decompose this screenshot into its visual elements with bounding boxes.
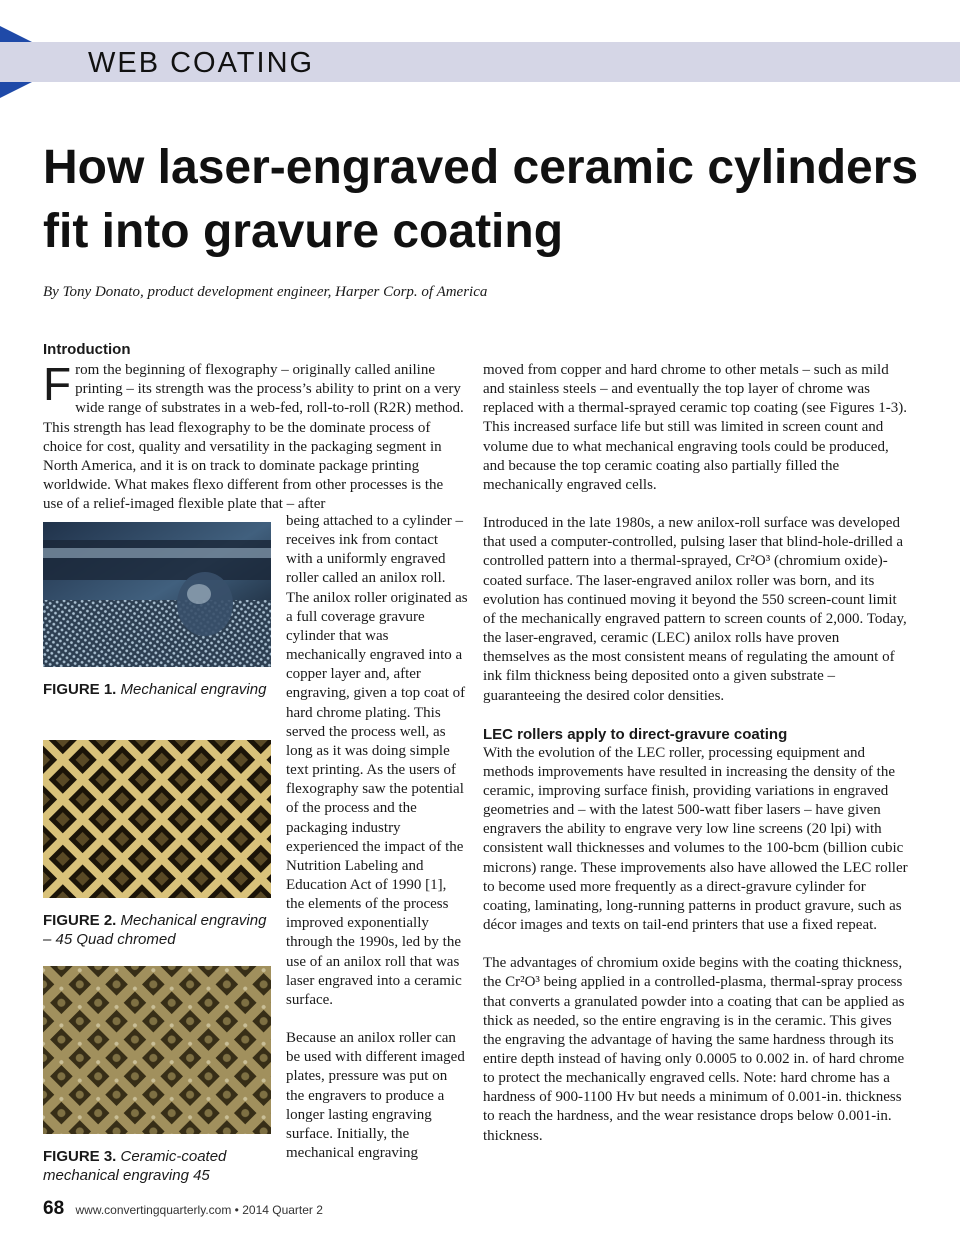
page-footer: [43, 1198, 323, 1220]
footer-separator: •: [234, 1203, 239, 1217]
left-column: [43, 340, 465, 515]
figure-2-label: FIGURE 2.: [43, 912, 117, 929]
figure-2: [43, 740, 273, 949]
figure-1-label: FIGURE 1.: [43, 681, 117, 698]
figure-1: [43, 522, 273, 699]
narrow-column: [286, 512, 468, 1182]
section-label: WEB COATING: [88, 47, 315, 79]
byline: By Tony Donato, product development engineer, Harper Corp. of America: [43, 284, 488, 300]
intro-text: rom the beginning of flexography – originally called aniline printing – its strength was the process’s ability to print on a very wide range of substrates in a web-fed, roll-to-roll (R2R) method. This strength has lead flexography to be the dominate process of choice for cost, quality and versatility in the packaging segment in North America, and it is on track to dominate package printing worldwide. What makes flexo different from other processes is the use of a relief-imaged flexible plate that – after: [43, 362, 464, 513]
figure-3-label: FIGURE 3.: [43, 1148, 117, 1165]
drop-cap: F: [43, 358, 72, 410]
right-paragraph-1: moved from copper and hard chrome to other metals – such as mild and stainless steels – and eventually the top layer of chrome was replaced with a thermal-sprayed ceramic top coating (see Figures 1-3). This increased surface life but still was limited in screen count and volume due to what mechanical engraving tools could be produced, and because the top ceramic coating also partially filled the mechanically engraved cells.: [483, 362, 907, 493]
figure-3: [43, 966, 273, 1185]
intro-heading: Introduction: [43, 341, 131, 358]
figure-3-text: Ceramic-coated mechanical engraving 45: [43, 1148, 227, 1184]
page-number: 68: [43, 1198, 65, 1219]
intro-paragraph: [43, 358, 465, 515]
figure-1-caption: [43, 680, 273, 699]
right-paragraph-3: With the evolution of the LEC roller, processing equipment and methods improvements have resulted in increasing the density of the ceramic, improving surface finish, providing variations in engraved geometries and – with the latest 500-watt fiber lasers – have given engravers the ability to engrave very low line screens (20 lpi) with consistent wall thicknesses and volumes to the 100-bcm (billion cubic microns) range. These improvements also have allowed the LEC roller to become used more frequently as a direct-gravure cylinder for coating, laminating, long-running patterns in product gravure, such as décor images and texts on tail-end printers that use a fixed repeat.: [483, 744, 908, 934]
article-title: How laser-engraved ceramic cylinders fit into gravure coating: [43, 141, 919, 258]
narrow-paragraph-1: being attached to a cylinder – receives ink from contact with a uniformly engraved roller called an anilox roll. The anilox roller originated as a full coverage gravure cylinder that was mechanically engraved into a copper layer and, after engraving, given a top coat of hard chrome plating. This served the process well, as long as it was doing simple text printing. As the users of flexography saw the potential of the process and the packaging industry experienced the impact of the Nutrition Labeling and Education Act of 1990 [1], the elements of the process improved exponentially through the 1990s, led by the use of an anilox roll that was laser engraved into a ceramic surface.: [286, 513, 468, 1008]
footer-issue: 2014 Quarter 2: [242, 1203, 323, 1217]
footer-website: www.convertingquarterly.com: [75, 1203, 232, 1217]
figure-3-caption: [43, 1147, 273, 1185]
figure-3-image: [43, 966, 271, 1134]
figure-1-image: [43, 522, 271, 667]
right-paragraph-4: The advantages of chromium oxide begins with the coating thickness, the Cr²O³ being applied in a controlled-plasma, thermal-spray process that converts a granulated powder into a coating that can be applied as thick as needed, so the entire engraving is in the ceramic. This gives the engraving the advantage of having the same hardness through its entire depth instead of having only 0.0005 to 0.002 in. of hard chrome to protect the mechanically engraved cells. Note: hard chrome has a hardness of 900-1100 Hv but needs a minimum of 0.001-in. thickness to reach the hardness, and the wear resistance drops below 0.001-in. thickness.: [483, 955, 905, 1144]
lec-heading: LEC rollers apply to direct-gravure coating: [483, 725, 788, 743]
right-column: [483, 361, 908, 1165]
figure-2-text: Mechanical engraving – 45 Quad chromed: [43, 912, 267, 948]
figure-2-image: [43, 740, 271, 898]
narrow-paragraph-2: Because an anilox roller can be used with different imaged plates, pressure was put on the engravers to produce a longer lasting engraving surface. Initially, the mechanical engraving: [286, 1030, 465, 1161]
figure-1-text: Mechanical engraving: [120, 681, 267, 698]
right-paragraph-2: Introduced in the late 1980s, a new anilox-roll surface was developed that used a computer-controlled, pulsing laser that blind-hole-drilled a controlled pattern into a thermal-sprayed, Cr²O³ (chromium oxide)-coated surface. The laser-engraved anilox roller was born, and its evolution has continued moving it beyond the 550 screen-count limit of the mechanically engraved pattern to screen counts of 2,000. Today, the laser-engraved, ceramic (LEC) anilox rolls have proven themselves as the most consistent means of regulating the amount of ink film thickness being deposited onto a given substrate – guaranteeing the desired color densities.: [483, 515, 907, 704]
figure-2-caption: [43, 911, 273, 949]
